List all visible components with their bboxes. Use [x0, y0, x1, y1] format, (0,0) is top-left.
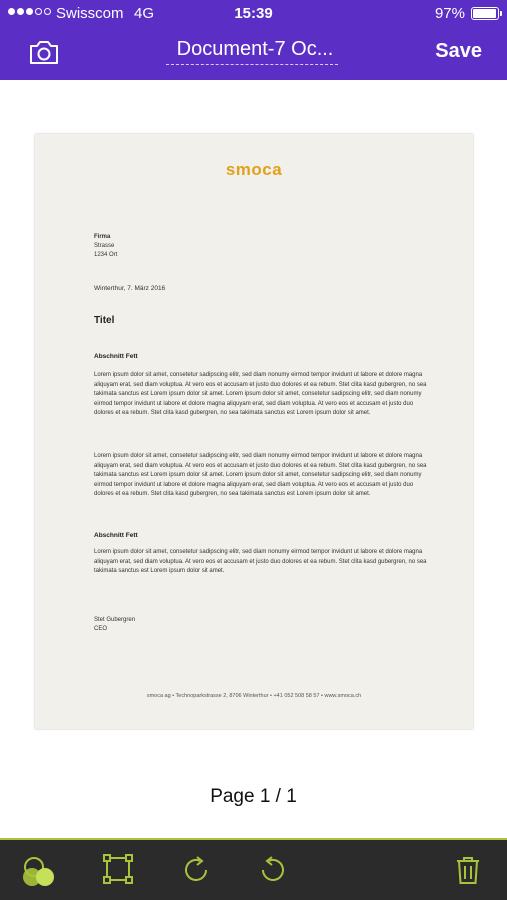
- title-edit-underline: [166, 64, 338, 65]
- top-bar: [0, 0, 507, 80]
- document-heading: Titel: [94, 315, 115, 326]
- status-bar: [0, 0, 507, 28]
- rotate-right-button[interactable]: [180, 854, 214, 888]
- company-logo: smoca: [225, 160, 283, 179]
- recipient-address: [94, 233, 117, 260]
- address-company: Firma: [94, 234, 111, 240]
- battery-icon: [471, 7, 499, 20]
- crop-icon: [103, 854, 133, 884]
- carrier-name: Swisscom: [56, 5, 124, 22]
- color-filter-icon: [21, 854, 57, 890]
- trash-icon: [454, 854, 482, 886]
- battery-percent: 97%: [434, 5, 465, 22]
- rotate-right-icon: [180, 854, 212, 886]
- crop-button[interactable]: [103, 854, 137, 888]
- camera-button[interactable]: [28, 38, 60, 66]
- page-indicator: Page 1 / 1: [210, 786, 297, 807]
- place-date: Winterthur, 7. März 2016: [94, 285, 166, 292]
- bottom-toolbar: [0, 838, 507, 900]
- paragraph-3: Lorem ipsum dolor sit amet, consetetur sadipscing elitr, sed diam nonumy eirmod tempor invidunt ut labore et dolore magna aliquyam erat, sed diam voluptua. At vero eos et accusam et justo duo dolores et ea rebum. Stet clita kasd gubergren, no sea takimata sanctus est Lorem ipsum dolor sit amet.: [94, 549, 427, 575]
- address-street: Strasse: [94, 243, 115, 249]
- paragraph-2: Lorem ipsum dolor sit amet, consetetur sadipscing elitr, sed diam nonumy eirmod tempor invidunt ut labore et dolore magna aliquyam erat, sed diam voluptua. At vero eos et accusam et justo duo dolores et ea rebum. Stet clita kasd gubergren, no sea takimata sanctus est Lorem ipsum dolor sit amet. Lorem ipsum dolor sit amet, consetetur sadipscing elitr, sed diam nonumy eirmod tempor invidunt ut labore et dolore magna aliquyam erat, sed diam voluptua. At vero eos et accusam et justo duo dolores et ea rebum. Stet clita kasd gubergren, no sea takimata sanctus est Lorem ipsum dolor sit amet.: [94, 453, 427, 498]
- letterhead-footer: smoca ag • Technoparkstrasse 2, 8706 Winterthur • +41 052 508 58 57 • www.smoca.ch: [146, 693, 362, 699]
- section-heading-1: Abschnitt Fett: [94, 353, 138, 360]
- section-heading-2: Abschnitt Fett: [94, 532, 138, 539]
- network-type: 4G: [134, 5, 155, 22]
- rotate-left-button[interactable]: [257, 854, 291, 888]
- color-filter-button[interactable]: [21, 854, 55, 888]
- signature-block: [94, 616, 135, 634]
- delete-button[interactable]: [454, 854, 488, 888]
- rotate-left-icon: [257, 854, 289, 886]
- signer-name: Stet Gubergren: [94, 617, 136, 623]
- document-title[interactable]: Document-7 Oc...: [176, 38, 334, 60]
- save-button[interactable]: Save: [435, 40, 482, 62]
- scanned-document-page[interactable]: [35, 134, 473, 729]
- address-city: 1234 Ort: [94, 252, 118, 258]
- status-time: 15:39: [234, 5, 273, 22]
- paragraph-1: Lorem ipsum dolor sit amet, consetetur sadipscing elitr, sed diam nonumy eirmod tempor invidunt ut labore et dolore magna aliquyam erat, sed diam voluptua. At vero eos et accusam et justo duo dolores et ea rebum. Stet clita kasd gubergren, no sea takimata sanctus est Lorem ipsum dolor sit amet. Lorem ipsum dolor sit amet, consetetur sadipscing elitr, sed diam nonumy eirmod tempor invidunt ut labore et dolore magna aliquyam erat, sed diam voluptua. At vero eos et accusam et justo duo dolores et ea rebum. Stet clita kasd gubergren, no sea takimata sanctus est Lorem ipsum dolor sit amet.: [94, 372, 427, 417]
- signer-role: CEO: [94, 626, 108, 632]
- camera-icon: [28, 38, 60, 66]
